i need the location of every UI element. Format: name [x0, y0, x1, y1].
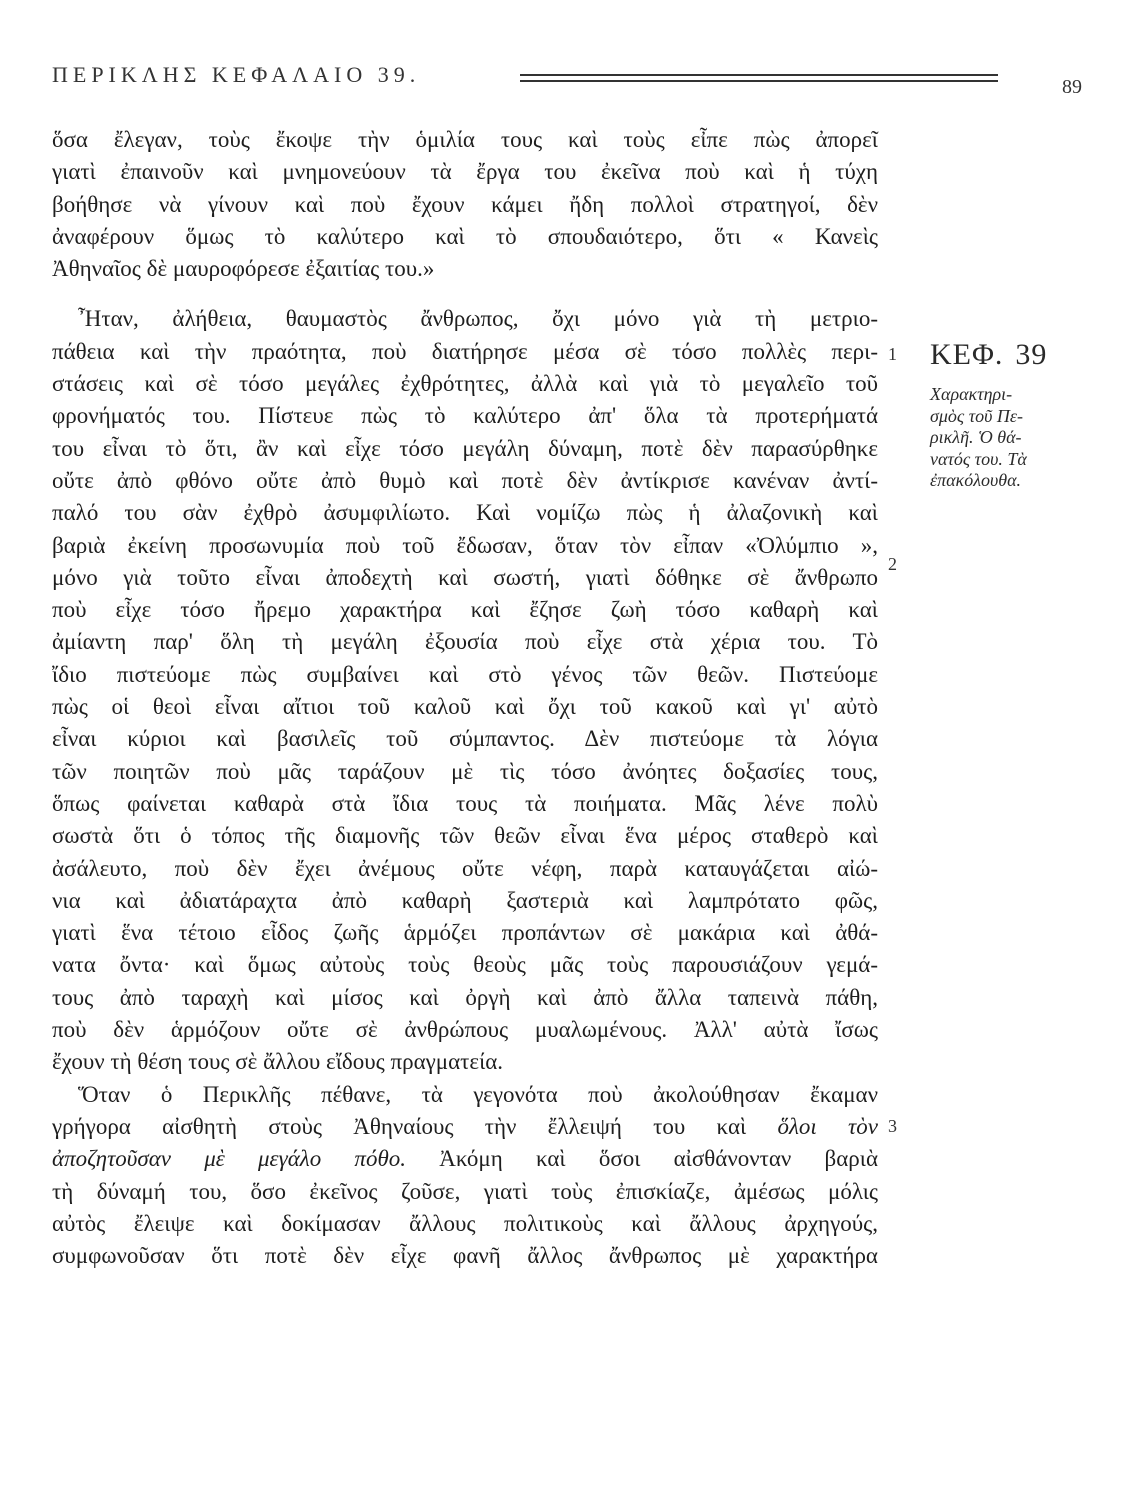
text-line: νια καὶ ἀδιατάραχτα ἀπὸ καθαρὴ ξαστεριὰ καὶ λαμπρότατο φῶς, — [52, 887, 878, 913]
text-line: παλό του σὰν ἐχθρὸ ἀσυμφιλίωτο. Καὶ νομίζω πὼς ἡ ἀλαζονικὴ καὶ — [52, 500, 878, 526]
text-line: γιατὶ ἕνα τέτοιο εἶδος ζωῆς ἁρμόζει προπάντων σὲ μακάρια καὶ ἀθά- — [52, 920, 878, 946]
summary-line: Χαρακτηρι- — [930, 384, 1013, 404]
text-line: τὴ δύναμή του, ὅσο ἐκεῖνος ζοῦσε, γιατὶ τοὺς ἐπισκίαζε, ἀμέσως μόλις — [52, 1178, 878, 1204]
text-line: φρονήματός του. Πίστευε πὼς τὸ καλύτερο ἀπ' ὅλα τὰ προτερήματά — [52, 403, 878, 429]
summary-line: νατός του. Τὰ — [930, 448, 1027, 469]
chapter-abbr: ΚΕΦ. — [930, 338, 1004, 371]
text-line: πὼς οἱ θεοὶ εἶναι αἴτιοι τοῦ καλοῦ καὶ ὄχι τοῦ κακοῦ καὶ γι' αὐτὸ — [52, 694, 878, 720]
text-line: γιατὶ ἐπαινοῦν καὶ μνημονεύουν τὰ ἔργα του ἐκεῖνα ποὺ καὶ ἡ τύχη — [52, 159, 878, 185]
text-line: αὐτὸς ἔλειψε καὶ δοκίμασαν ἄλλους πολιτικοὺς καὶ ἄλλους ἀρχηγούς, — [52, 1210, 878, 1236]
text-line: τῶν ποιητῶν ποὺ μᾶς ταράζουν μὲ τὶς τόσο ἀνόητες δοξασίες τους, — [52, 758, 878, 784]
section-number: 3 — [888, 1116, 897, 1136]
text-line: στάσεις καὶ σὲ τόσο μεγάλες ἐχθρότητες, ἀλλὰ καὶ γιὰ τὸ μεγαλεῖο τοῦ — [52, 371, 878, 397]
text-line: βοήθησε νὰ γίνουν καὶ ποὺ ἔχουν κάμει ἤδη πολλοὶ στρατηγοί, δὲν — [52, 191, 878, 217]
text-line: βαριὰ ἐκείνη προσωνυμία ποὺ τοῦ ἔδωσαν, ὅταν τὸν εἶπαν «Ὀλύμπιο », — [52, 532, 878, 558]
text-line: ὅσα ἔλεγαν, τοὺς ἔκοψε τὴν ὁμιλία τους καὶ τοὺς εἶπε πὼς ἀπορεῖ — [52, 127, 878, 152]
summary-line: ἐπακόλουθα. — [930, 470, 1022, 490]
margin-note — [930, 338, 1090, 492]
paragraph-3 — [52, 1079, 878, 1273]
text-line: συμφωνοῦσαν ὅτι ποτὲ δὲν εἶχε φανῆ ἄλλος ἄνθρωπος μὲ χαρακτήρα — [52, 1243, 878, 1269]
text-line: νατα ὄντα· καὶ ὅμως αὐτοὺς τοὺς θεοὺς μᾶς τοὺς παρουσιάζουν γεμά- — [52, 952, 878, 978]
text-line: εἶναι κύριοι καὶ βασιλεῖς τοῦ σύμπαντος. Δὲν πιστεύομε τὰ λόγια — [52, 726, 878, 752]
text-line: ἔχουν τὴ θέση τους σὲ ἄλλου εἴδους πραγματεία. — [52, 1049, 504, 1075]
page-number: 89 — [1062, 76, 1082, 98]
text-line: Ὅταν ὁ Περικλῆς πέθανε, τὰ γεγονότα ποὺ ἀκολούθησαν ἔκαμαν — [78, 1081, 878, 1107]
text-line: Ἦταν, ἀλήθεια, θαυμαστὸς ἄνθρωπος, ὄχι μόνο γιὰ τὴ μετριο- — [78, 306, 878, 332]
section-number: 1 — [888, 344, 897, 364]
text-line: ποὺ δὲν ἁρμόζουν οὔτε σὲ ἀνθρώπους μυαλωμένους. Ἀλλ' αὐτὰ ἴσως — [52, 1017, 878, 1043]
summary-line: ρικλῆ. Ὁ θά- — [930, 427, 1022, 447]
running-head: ΠΕΡΙΚΛΗΣ ΚΕΦΑΛΑΙΟ 39. — [52, 62, 421, 87]
text-line: ἴδιο πιστεύομε πὼς συμβαίνει καὶ στὸ γένος τῶν θεῶν. Πιστεύομε — [52, 661, 878, 687]
text-line: οὔτε ἀπὸ φθόνο οὔτε ἀπὸ θυμὸ καὶ ποτὲ δὲν ἀντίκρισε κανέναν ἀντί- — [52, 467, 878, 493]
italic-text: ὅλοι τὸν — [777, 1113, 879, 1139]
text-line: ποὺ εἶχε τόσο ἤρεμο χαρακτήρα καὶ ἔζησε ζωὴ τόσο καθαρὴ καὶ — [52, 597, 878, 623]
text-line: ἀσάλευτο, ποὺ δὲν ἔχει ἀνέμους οὔτε νέφη, παρὰ καταυγάζεται αἰώ- — [52, 855, 878, 881]
text-span: γρήγορα αἰσθητὴ στοὺς Ἀθηναίους τὴν ἔλλειψή του καὶ — [52, 1113, 747, 1139]
paragraph-2 — [52, 303, 878, 1078]
page-header — [52, 62, 1092, 98]
text-line: ὅπως φαίνεται καθαρὰ στὰ ἴδια τους τὰ ποιήματα. Μᾶς λένε πολὺ — [52, 790, 878, 816]
chapter-number: 39 — [1015, 338, 1048, 371]
header-rule — [520, 74, 998, 76]
text-line: του εἶναι τὸ ὅτι, ἂν καὶ εἶχε τόσο μεγάλη δύναμη, ποτὲ δὲν παρασύρθηκε — [52, 435, 878, 461]
chapter-summary — [930, 384, 1090, 492]
header-rule — [520, 80, 998, 82]
chapter-label — [930, 338, 1090, 372]
text-line — [52, 1143, 878, 1175]
text-line: ἀναφέρουν ὅμως τὸ καλύτερο καὶ τὸ σπουδαιότερο, ὅτι « Κανεὶς — [52, 223, 878, 249]
text-line: Ἀθηναῖος δὲ μαυροφόρεσε ἐξαιτίας του.» — [52, 256, 435, 282]
text-line: πάθεια καὶ τὴν πραότητα, ποὺ διατήρησε μέσα σὲ τόσο πολλὲς περι- — [52, 338, 878, 364]
section-number: 2 — [888, 554, 897, 574]
body-text — [52, 124, 878, 1272]
text-line: σωστὰ ὅτι ὁ τόπος τῆς διαμονῆς τῶν θεῶν εἶναι ἕνα μέρος σταθερὸ καὶ — [52, 823, 878, 849]
text-line: μόνο γιὰ τοῦτο εἶναι ἀποδεχτὴ καὶ σωστή, γιατὶ δόθηκε σὲ ἄνθρωπο — [52, 564, 878, 590]
italic-text: ἀποζητοῦσαν μὲ μεγάλο πόθο. — [52, 1146, 407, 1172]
text-line — [52, 1111, 878, 1143]
summary-line: σμὸς τοῦ Πε- — [930, 405, 1024, 426]
paragraph-1 — [52, 124, 878, 285]
text-span: Ἀκόμη καὶ ὅσοι αἰσθάνονταν βαριὰ — [439, 1146, 879, 1172]
text-line: ἀμίαντη παρ' ὅλη τὴ μεγάλη ἐξουσία ποὺ εἶχε στὰ χέρια του. Τὸ — [52, 629, 878, 655]
text-line: τους ἀπὸ ταραχὴ καὶ μίσος καὶ ὀργὴ καὶ ἀπὸ ἄλλα ταπεινὰ πάθη, — [52, 984, 878, 1010]
